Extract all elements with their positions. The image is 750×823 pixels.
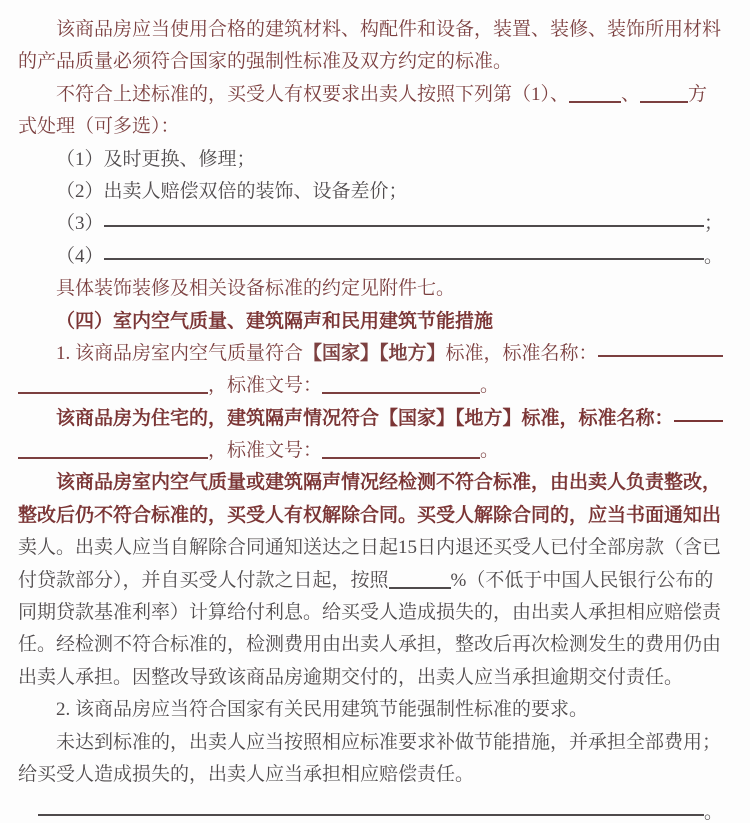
blank-field xyxy=(18,453,208,459)
line-text: 该商品房应当使用合格的建筑材料、构配件和设备，装置、装修、装饰所用材料 xyxy=(56,19,722,40)
line-text: ，标准文号： xyxy=(208,440,323,462)
contract-line xyxy=(18,500,723,532)
contract-line xyxy=(18,435,723,467)
contract-line xyxy=(18,14,723,46)
line-text: 【国家】【地方】 xyxy=(303,342,446,364)
line-text: 出卖人承担。因整改导致该商品房逾期交付的，出卖人应当承担逾期交付责任。 xyxy=(18,666,684,688)
contract-line xyxy=(18,273,723,305)
contract-line xyxy=(18,241,723,273)
blank-field xyxy=(38,810,704,816)
line-text: 该商品房室内空气质量或建筑隔声情况经检测不符合标准，由出卖人负责整改， xyxy=(56,472,722,494)
line-text: （2）出卖人赔偿双倍的装饰、设备差价； xyxy=(56,180,408,202)
contract-line xyxy=(18,597,723,629)
contract-line xyxy=(18,338,723,370)
line-text: 。 xyxy=(703,802,723,823)
contract-line xyxy=(18,176,723,208)
line-text: 任。经检测不符合标准的，检测费用由出卖人承担，整改后再次检测发生的费用仍由 xyxy=(18,634,722,656)
line-text: 的产品质量必须符合国家的强制性标准及双方约定的标准。 xyxy=(18,51,513,73)
contract-line xyxy=(18,208,723,240)
line-text: （四）室内空气质量、建筑隔声和民用建筑节能措施 xyxy=(56,310,494,332)
blank-field xyxy=(322,388,480,394)
line-text: （3） xyxy=(56,213,104,235)
contract-line xyxy=(18,662,723,694)
line-text: 方 xyxy=(688,83,708,105)
contract-line xyxy=(18,565,723,597)
blank-field xyxy=(389,583,451,589)
contract-line xyxy=(18,694,723,726)
contract-line xyxy=(18,403,723,435)
line-text: 不符合上述标准的，买受人有权要求出卖人按照下列第（1）、 xyxy=(56,83,570,105)
blank-field xyxy=(569,97,621,103)
line-text: ； xyxy=(703,213,723,235)
contract-line xyxy=(18,370,723,402)
line-text: 式处理（可多选）： xyxy=(18,116,180,138)
contract-line xyxy=(18,727,723,759)
line-text: 卖人。出卖人应当自解除合同通知送达之日起15日内退还买受人已付全部房款（含已 xyxy=(18,537,722,559)
blank-field xyxy=(18,388,208,394)
blank-field xyxy=(322,453,480,459)
blank-field xyxy=(640,97,688,103)
blank-field xyxy=(104,254,704,260)
line-text: 给买受人造成损失的，出卖人应当承担相应赔偿责任。 xyxy=(18,763,475,785)
line-text: 未达到标准的，出卖人应当按照相应标准要求补做节能措施，并承担全部费用； xyxy=(56,731,722,753)
contract-line xyxy=(18,46,723,78)
document-body xyxy=(18,14,723,823)
contract-line xyxy=(18,629,723,661)
contract-line xyxy=(18,306,723,338)
line-text: 。 xyxy=(480,440,500,462)
line-text: 。 xyxy=(703,245,723,267)
contract-line xyxy=(18,111,723,143)
line-text: 具体装饰装修及相关设备标准的约定见附件七。 xyxy=(56,278,456,300)
line-text: ，标准文号： xyxy=(208,375,323,397)
line-text: 同期贷款基准利率）计算给付利息。给买受人造成损失的，由出卖人承担相应赔偿责 xyxy=(18,602,722,624)
contract-line xyxy=(18,467,723,499)
line-text: 、 xyxy=(621,83,641,105)
contract-line xyxy=(18,79,723,111)
line-text: 整改后仍不符合标准的，买受人有权解除合同。买受人解除合同的，应当书面通知出 xyxy=(18,504,722,526)
line-text: 付贷款部分），并自买受人付款之日起，按照 xyxy=(18,569,389,591)
blank-field xyxy=(598,351,723,357)
line-text: 该商品房为住宅的，建筑隔声情况符合【国家】【地方】标准，标准名称： xyxy=(56,407,674,429)
line-text: 标准，标准名称： xyxy=(445,342,598,364)
blank-field xyxy=(674,416,723,422)
line-text: 。 xyxy=(480,375,500,397)
line-text: 2. 该商品房应当符合国家有关民用建筑节能强制性标准的要求。 xyxy=(56,699,589,721)
contract-line xyxy=(18,532,723,564)
contract-line xyxy=(18,144,723,176)
contract-line xyxy=(18,797,723,823)
line-text: 1. 该商品房室内空气质量符合 xyxy=(56,342,304,364)
line-text: （4） xyxy=(56,245,104,267)
line-text: （1）及时更换、修理； xyxy=(56,148,256,170)
blank-field xyxy=(104,221,704,227)
contract-line xyxy=(18,759,723,791)
line-text: %（不低于中国人民银行公布的 xyxy=(450,569,714,591)
